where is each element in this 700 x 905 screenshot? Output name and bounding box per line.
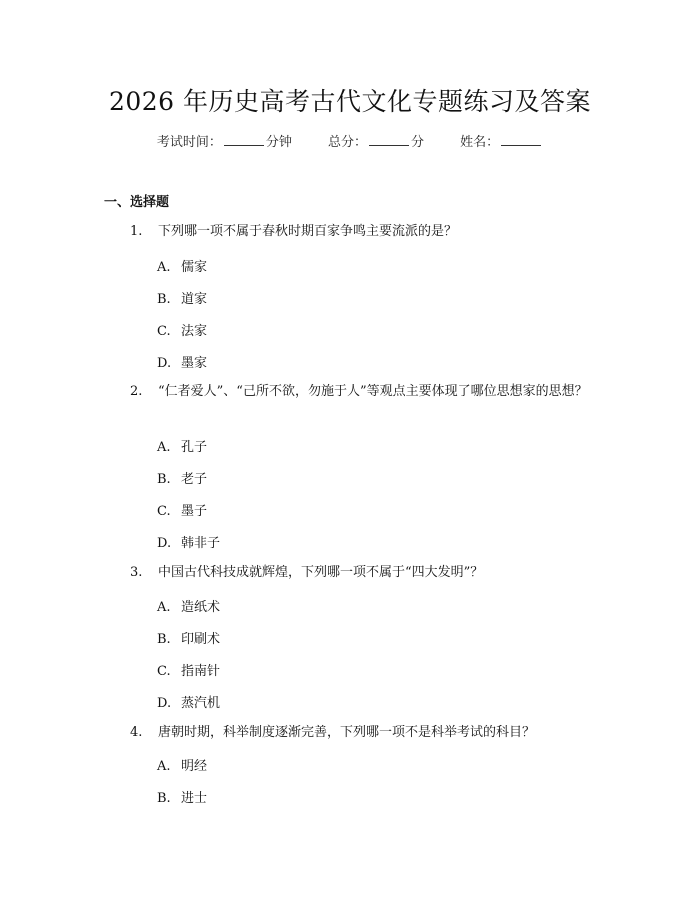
option-4b xyxy=(157,787,207,806)
exam-name xyxy=(460,135,543,150)
question-text: 唐朝时期，科举制度逐渐完善，下列哪一项不是科举考试的科目？ xyxy=(158,725,536,740)
option-2a xyxy=(157,436,207,455)
option-letter: B. xyxy=(157,791,171,806)
option-letter: C. xyxy=(157,324,171,339)
option-letter: B. xyxy=(157,292,171,307)
exam-time-unit: 分钟 xyxy=(265,135,292,150)
option-letter: B. xyxy=(157,472,171,487)
option-letter: A. xyxy=(157,759,171,774)
option-letter: A. xyxy=(157,440,171,455)
exam-time xyxy=(157,135,296,150)
option-3a xyxy=(157,596,220,615)
question-text: 中国古代科技成就辉煌，下列哪一项不属于“四大发明”？ xyxy=(158,565,484,580)
option-text: 印刷术 xyxy=(181,632,221,647)
option-2b xyxy=(157,468,207,487)
question-text: 下列哪一项不属于春秋时期百家争鸣主要流派的是？ xyxy=(158,224,458,239)
option-2d xyxy=(157,532,220,551)
option-text: 进士 xyxy=(181,791,208,806)
exam-score-label: 总分： xyxy=(327,135,367,150)
question-3 xyxy=(104,562,604,583)
option-3d xyxy=(157,692,220,711)
option-text: 造纸术 xyxy=(181,600,221,615)
option-letter: D. xyxy=(157,356,172,371)
question-number: 3. xyxy=(130,565,143,580)
option-text: 道家 xyxy=(181,292,208,307)
question-text: “仁者爱人”、“己所不欲，勿施于人”等观点主要体现了哪位思想家的思想？ xyxy=(158,384,588,399)
question-4 xyxy=(104,722,604,743)
option-letter: B. xyxy=(157,632,171,647)
question-number: 2. xyxy=(130,384,143,399)
exam-meta xyxy=(0,131,700,150)
option-text: 老子 xyxy=(181,472,208,487)
option-3b xyxy=(157,628,220,647)
question-number: 4. xyxy=(130,725,143,740)
option-text: 墨家 xyxy=(181,356,208,371)
question-2 xyxy=(104,381,604,402)
option-letter: C. xyxy=(157,504,171,519)
option-text: 明经 xyxy=(181,759,208,774)
option-3c xyxy=(157,660,220,679)
option-1d xyxy=(157,352,207,371)
exam-score xyxy=(328,135,428,150)
option-text: 指南针 xyxy=(181,664,221,679)
exam-score-unit: 分 xyxy=(411,135,425,150)
exam-time-label: 考试时间： xyxy=(156,135,222,150)
document-title: 2026 年历史高考古代文化专题练习及答案 xyxy=(108,87,592,116)
exam-score-blank xyxy=(369,135,409,146)
option-1a xyxy=(157,256,207,275)
exam-name-blank xyxy=(501,135,541,146)
question-number: 1. xyxy=(130,224,143,239)
option-1c xyxy=(157,320,207,339)
section-title: 一、选择题 xyxy=(104,195,170,210)
option-text: 孔子 xyxy=(181,440,208,455)
exam-name-label: 姓名： xyxy=(460,135,500,150)
option-letter: C. xyxy=(157,664,171,679)
option-text: 法家 xyxy=(181,324,208,339)
option-text: 蒸汽机 xyxy=(181,696,221,711)
option-letter: A. xyxy=(157,600,171,615)
option-letter: A. xyxy=(157,260,171,275)
option-letter: D. xyxy=(157,696,172,711)
option-letter: D. xyxy=(157,536,172,551)
option-4a xyxy=(157,755,207,774)
option-text: 墨子 xyxy=(181,504,208,519)
exam-time-blank xyxy=(224,135,264,146)
question-1 xyxy=(104,221,604,242)
option-1b xyxy=(157,288,207,307)
option-text: 儒家 xyxy=(181,260,208,275)
option-text: 韩非子 xyxy=(181,536,221,551)
option-2c xyxy=(157,500,207,519)
